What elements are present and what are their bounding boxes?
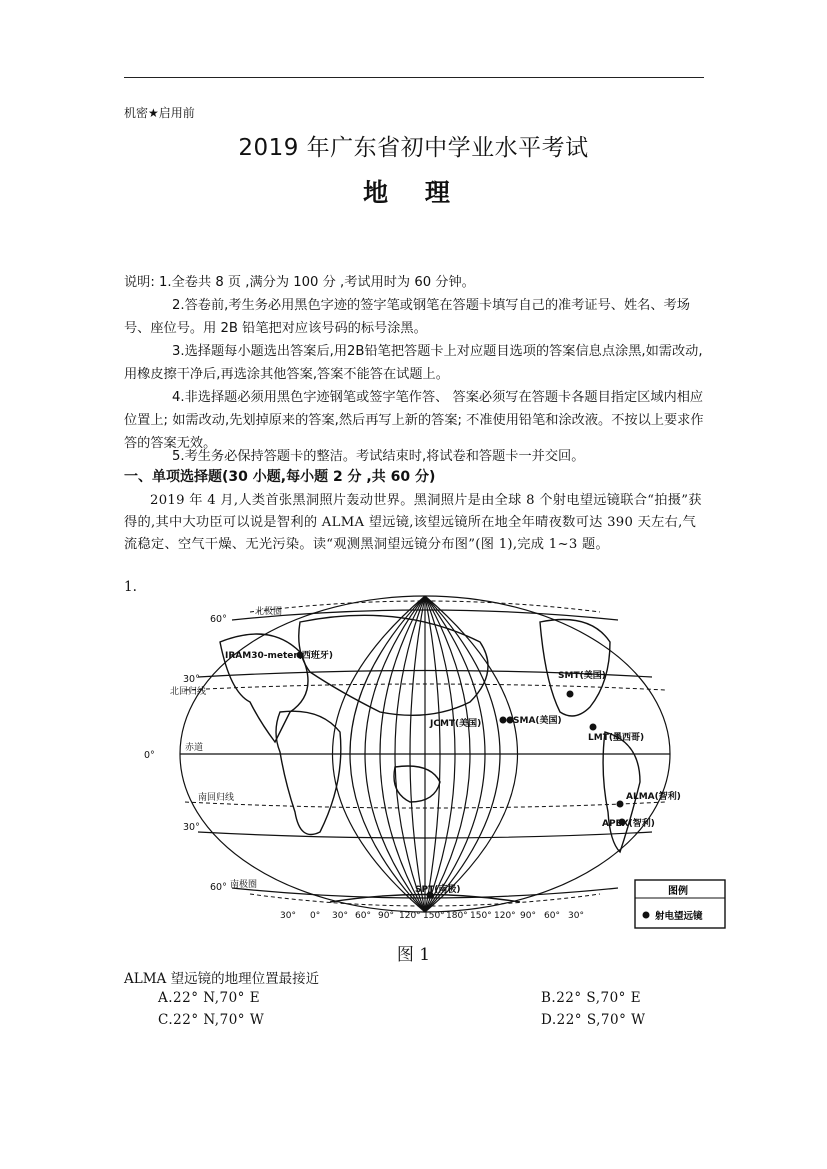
exam-title: 2019 年广东省初中学业水平考试 <box>238 135 589 161</box>
secret-label: 机密★启用前 <box>124 106 195 120</box>
tropic-cancer-label: 北回归线 <box>170 687 207 697</box>
telescope-label-iram: IRAM30-meter(西班牙) <box>225 651 334 661</box>
telescope-dot <box>500 717 507 724</box>
note-5: 5.考生务必保持答题卡的整洁。考试结束时,将试卷和答题卡一并交回。 <box>172 449 585 464</box>
question-intro: 2019 年 4 月,人类首张黑洞照片轰动世界。黑洞照片是由全球 8 个射电望远镜联合“拍摄”获得的,其中大功臣可以说是智利的 ALMA 望远镜,该望远镜所在地全年晴夜数可达 390 天左右,气流稳定、空气干燥、无光污染。读“观测黑洞望远镜分布图”(图 1),完成 1~3 题。 <box>124 493 702 553</box>
note-1: 说明: 1.全卷共 8 页 ,满分为 100 分 ,考试用时为 60 分钟。 <box>124 275 475 290</box>
legend-item: 射电望远镜 <box>655 911 703 922</box>
note-2: 2.答卷前,考生务必用黑色字迹的签字笔或钢笔在答题卡填写自己的准考证号、姓名、考场号、座位号。用 2B 铅笔把对应该号码的标号涂黑。 <box>124 298 690 336</box>
telescope-label-spt: SPT(南极) <box>415 885 461 895</box>
section-title: 一、单项选择题(30 小题,每小题 2 分 ,共 60 分) <box>124 469 436 485</box>
telescope-label-lmt: LMT(墨西哥) <box>588 733 645 743</box>
lon-label: 90° <box>520 911 536 921</box>
telescope-label-smt: SMT(美国) <box>558 671 606 681</box>
option-c: C.22° N,70° W <box>158 1012 265 1028</box>
figure-caption: 图 1 <box>396 945 431 965</box>
telescope-dot <box>567 691 574 698</box>
antarctic-circle-label: 南极圈 <box>230 880 258 890</box>
lon-label: 0° <box>310 911 321 921</box>
option-d: D.22° S,70° W <box>541 1012 646 1028</box>
lon-label: 60° <box>544 911 560 921</box>
lon-label: 30° <box>280 911 296 921</box>
continent-asia <box>299 615 488 715</box>
telescope-dot <box>590 724 597 731</box>
arctic-circle-label: 北极圈 <box>255 607 283 617</box>
world-map-figure <box>144 582 730 932</box>
continent-australia <box>394 766 440 802</box>
question-number: 1. <box>124 579 137 595</box>
telescope-label-jcmt: JCMT(美国) <box>430 719 482 729</box>
subject-title: 地 理 <box>363 178 464 207</box>
option-a: A.22° N,70° E <box>158 990 261 1006</box>
option-b: B.22° S,70° E <box>541 990 642 1006</box>
telescope-label-sma: SMA(美国) <box>513 716 562 726</box>
header-rule <box>124 77 704 78</box>
lat-label: 60° <box>210 882 227 893</box>
continent-north-america <box>540 620 610 717</box>
telescope-label-apex: APEX(智利) <box>602 819 655 829</box>
tropic-capricorn-label: 南回归线 <box>198 793 235 803</box>
map-legend <box>635 880 725 928</box>
lon-label: 180° <box>446 911 468 921</box>
telescope-dot <box>617 801 624 808</box>
lon-label: 120° <box>494 911 516 921</box>
lon-label: 30° <box>568 911 584 921</box>
lon-label: 90° <box>378 911 394 921</box>
lon-label: 150° <box>423 911 445 921</box>
lon-label: 120° <box>399 911 421 921</box>
telescope-label-alma: ALMA(智利) <box>626 792 681 802</box>
note-3: 3.选择题每小题选出答案后,用2B铅笔把答题卡上对应题目选项的答案信息点涂黑,如需改动,用橡皮擦干净后,再选涂其他答案,答案不能答在试题上。 <box>124 344 703 382</box>
continent-africa <box>276 711 341 834</box>
lat-label: 30° <box>183 822 200 833</box>
equator-label: 赤道 <box>185 743 204 753</box>
lat-label: 30° <box>183 674 200 685</box>
lon-label: 60° <box>355 911 371 921</box>
legend-dot-icon <box>643 912 650 919</box>
lat-label: 60° <box>210 614 227 625</box>
question-text: ALMA 望远镜的地理位置最接近 <box>124 971 320 987</box>
lon-label: 150° <box>470 911 492 921</box>
lat-label: 0° <box>144 750 155 761</box>
legend-title: 图例 <box>668 886 688 897</box>
note-4: 4.非选择题必须用黑色字迹钢笔或签字笔作答、 答案必须写在答题卡各题目指定区域内相应位置上; 如需改动,先划掉原来的答案,然后再写上新的答案; 不准使用铅笔和涂改液。不按以上要求作答的答案无效。 <box>124 390 704 451</box>
lon-label: 30° <box>332 911 348 921</box>
